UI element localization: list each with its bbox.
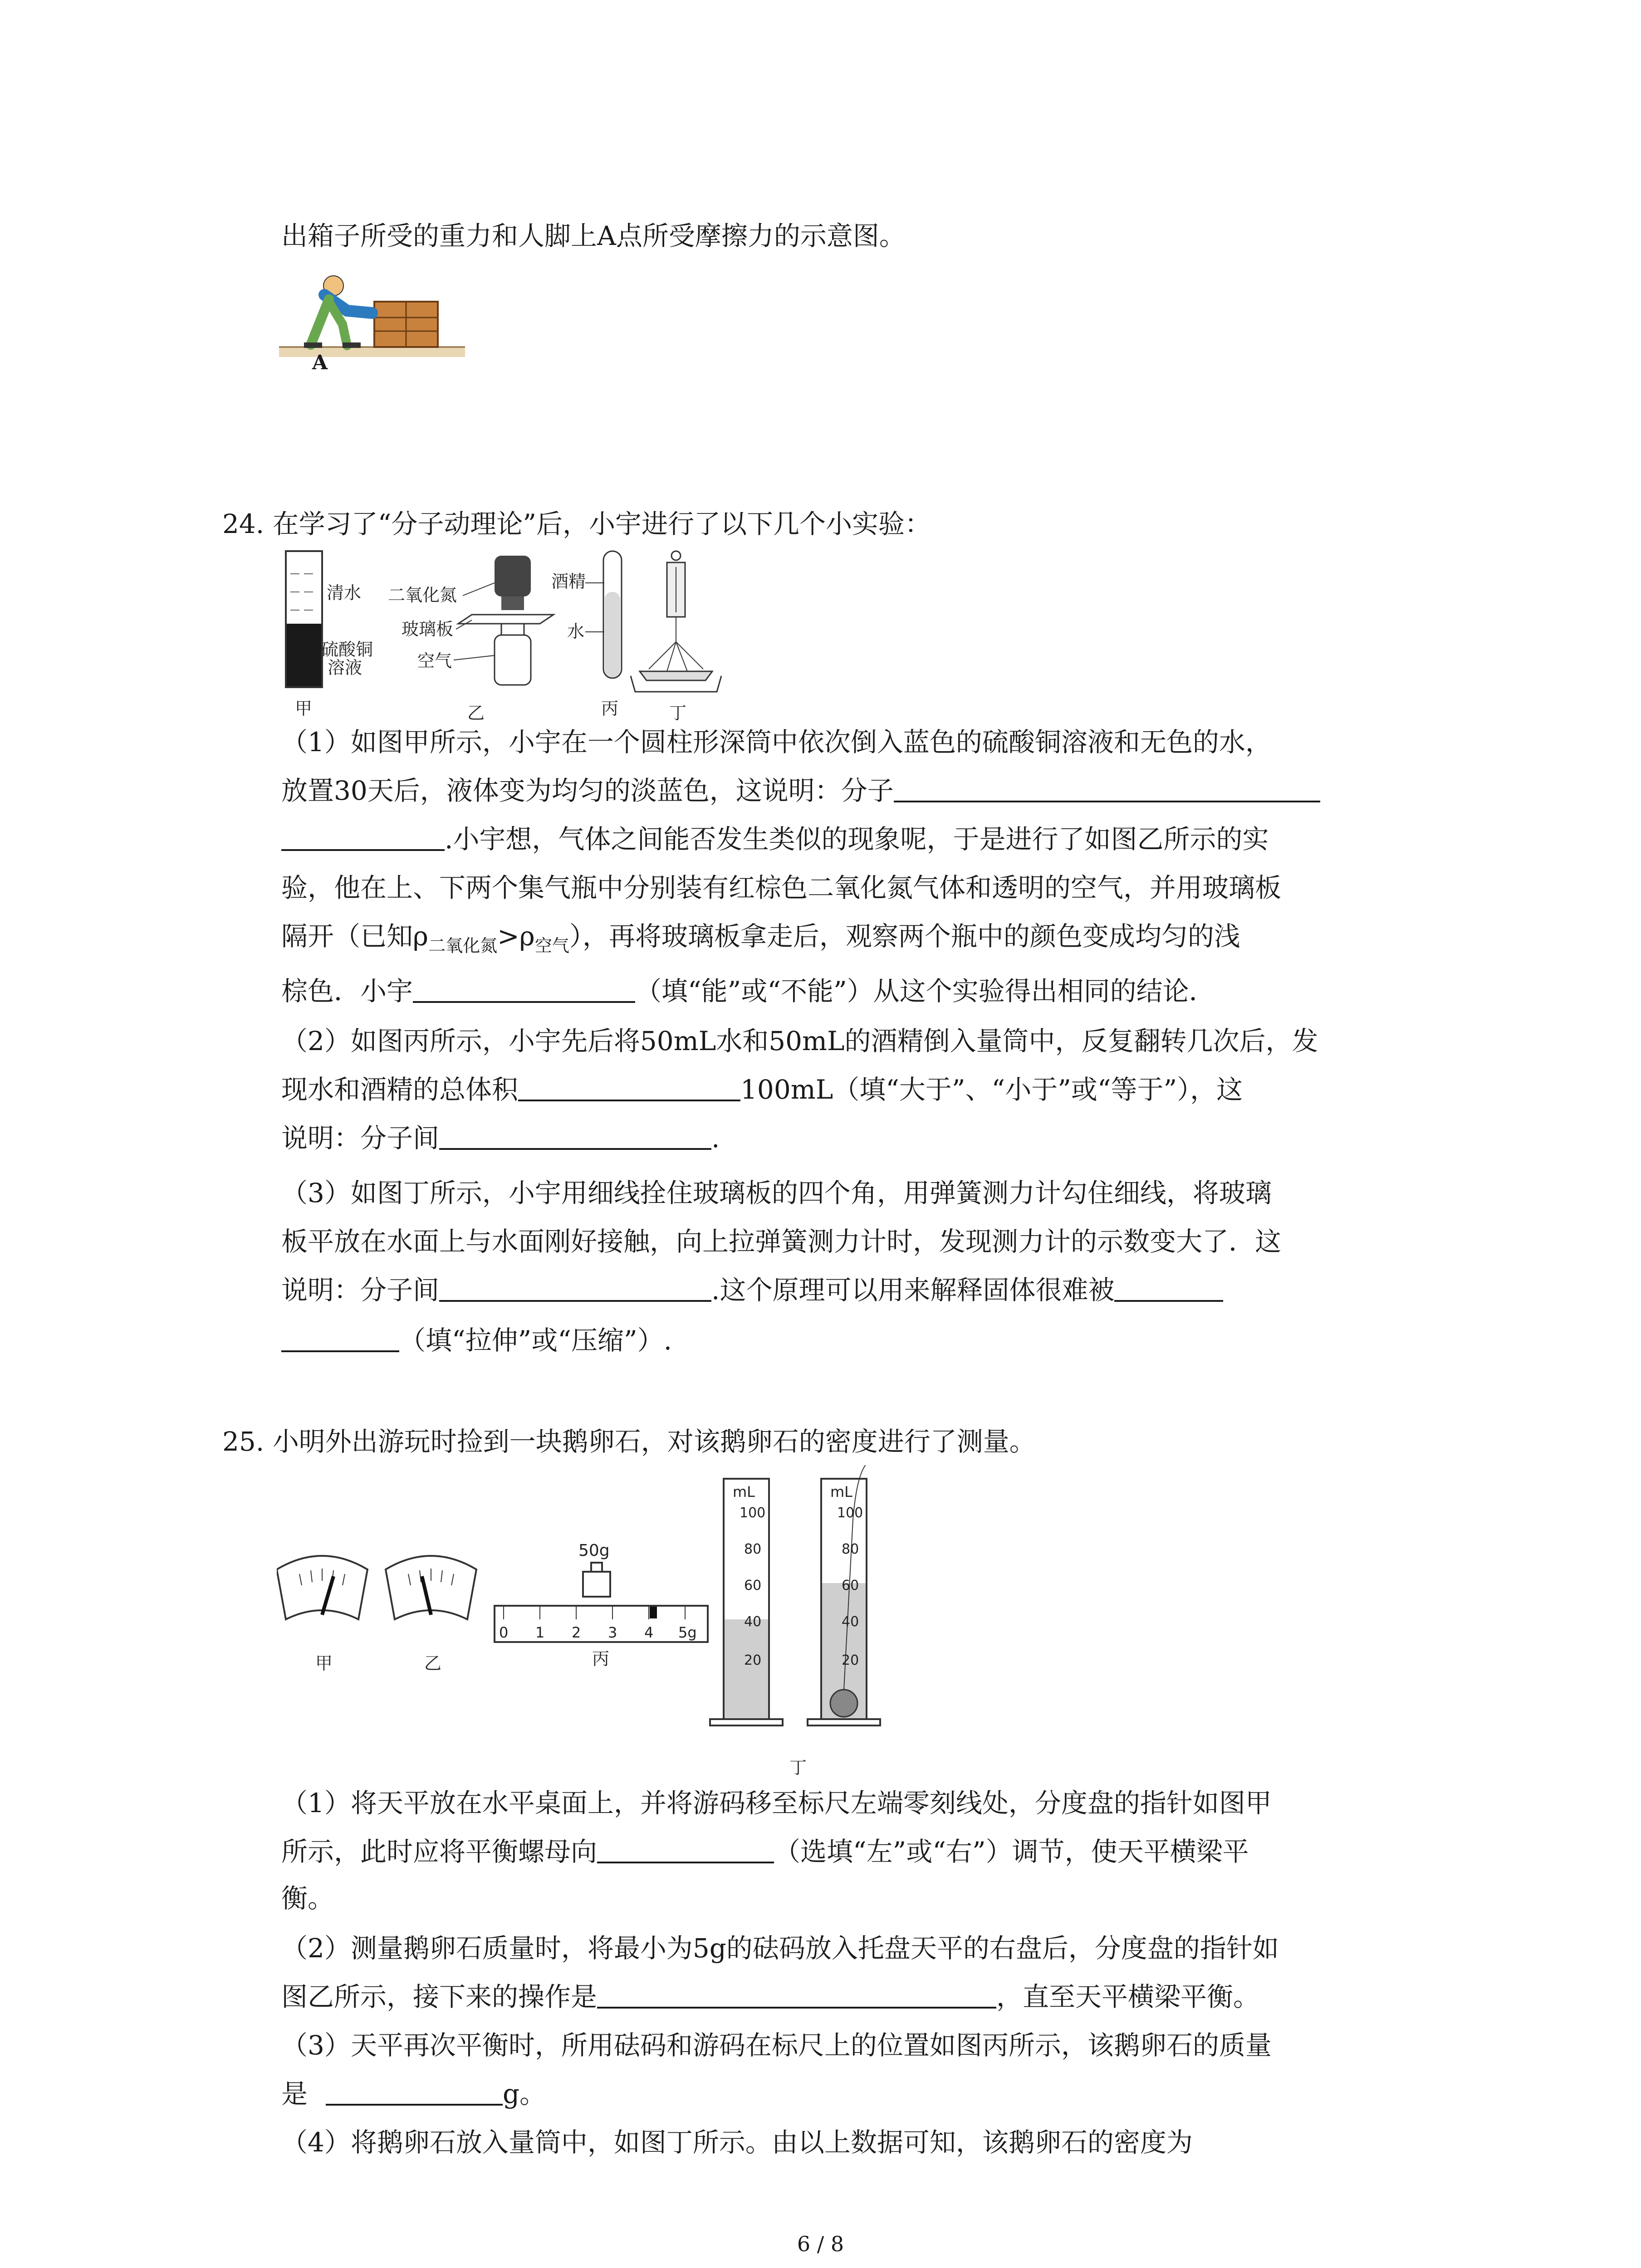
q25-p2-b-pre: 图乙所示，接下来的操作是 bbox=[281, 1981, 598, 2012]
answer-blank-7[interactable] bbox=[1114, 1273, 1223, 1302]
cyl2-tick-80: 80 bbox=[842, 1541, 859, 1557]
q24-p2-b bbox=[281, 1071, 1243, 1108]
cyl1-tick-40: 40 bbox=[744, 1614, 762, 1630]
page-number: 6 / 8 bbox=[797, 2232, 844, 2256]
label-no2: 二氧化氮 bbox=[388, 585, 457, 605]
q24-p3-c-pre: 说明：分子间 bbox=[281, 1275, 440, 1305]
q24-p1-e-pre: 隔开（已知ρ bbox=[281, 921, 429, 952]
label-glass: 玻璃板 bbox=[402, 619, 454, 639]
answer-blank-3[interactable] bbox=[413, 974, 635, 1003]
q24-p3-a: （3）如图丁所示，小宇用细线拴住玻璃板的四个角，用弹簧测力计勾住细线，将玻璃 bbox=[281, 1178, 1272, 1208]
q24-p1-e-sub1: 二氧化氮 bbox=[428, 936, 498, 956]
label-water: 清水 bbox=[327, 583, 362, 603]
answer-blank-8[interactable] bbox=[281, 1323, 399, 1352]
cyl2-tick-20: 20 bbox=[842, 1652, 859, 1668]
cyl1-ml: mL bbox=[733, 1483, 755, 1501]
q25-number: 25. bbox=[222, 1426, 265, 1457]
q24-p1-e-mid: >ρ bbox=[497, 921, 535, 952]
label-q25-ding: 丁 bbox=[789, 1758, 807, 1778]
fig-label-a: A bbox=[312, 351, 328, 374]
ruler-tick-4: 4 bbox=[644, 1624, 654, 1641]
answer-blank-9[interactable] bbox=[597, 1834, 774, 1863]
q24-p1-b-text: 放置30天后，液体变为均匀的淡蓝色，这说明：分子 bbox=[281, 775, 894, 806]
label-cuso4-2: 溶液 bbox=[328, 658, 362, 678]
q24-p1-c-text: .小宇想，气体之间能否发生类似的现象呢，于是进行了如图乙所示的实 bbox=[445, 824, 1269, 855]
ruler-tick-5g: 5g bbox=[678, 1624, 697, 1641]
ruler-tick-2: 2 bbox=[572, 1624, 581, 1641]
q24-p3-d-post: （填“拉伸”或“压缩”）. bbox=[399, 1325, 672, 1356]
cyl1-tick-60: 60 bbox=[744, 1578, 762, 1593]
q25-p3-b-post: g。 bbox=[503, 2078, 546, 2109]
q25-stem-text: 小明外出游玩时捡到一块鹅卵石，对该鹅卵石的密度进行了测量。 bbox=[272, 1426, 1036, 1457]
q24-p1-b bbox=[281, 772, 1320, 809]
q25-p2-b bbox=[281, 1979, 1259, 2015]
ruler-tick-3: 3 bbox=[608, 1624, 617, 1641]
q24-p1-e-post: ），再将玻璃板拿走后，观察两个瓶中的颜色变成均匀的浅 bbox=[569, 921, 1240, 952]
figure-push-box bbox=[279, 268, 470, 367]
q24-p2-c bbox=[281, 1120, 720, 1156]
answer-blank-1[interactable] bbox=[894, 773, 1320, 802]
q25-p1-b-post: （选填“左”或“右”）调节，使天平横梁平 bbox=[774, 1836, 1249, 1867]
q24-p1-d: 验，他在上、下两个集气瓶中分别装有红棕色二氧化氮气体和透明的空气，并用玻璃板 bbox=[281, 872, 1282, 903]
label-bing: 丙 bbox=[601, 699, 619, 719]
answer-blank-5[interactable] bbox=[439, 1121, 711, 1150]
q24-p1-f-post: （填“能”或“不能”）从这个实验得出相同的结论． bbox=[635, 976, 1215, 1007]
q24-p2-b-post: 100mL（填“大于”、“小于”或“等于”），这 bbox=[740, 1074, 1243, 1105]
q24-p2-c-pre: 说明：分子间 bbox=[281, 1123, 440, 1154]
label-ding: 丁 bbox=[669, 703, 687, 723]
label-water2: 水 bbox=[567, 621, 585, 641]
q25-p3-b bbox=[281, 2076, 546, 2112]
q25-stem bbox=[222, 1423, 1036, 1460]
cyl2-tick-40: 40 bbox=[842, 1614, 859, 1630]
q25-p4-a: （4）将鹅卵石放入量筒中，如图丁所示。由以上数据可知，该鹅卵石的密度为 bbox=[281, 2127, 1193, 2158]
q24-stem-text: 在学习了“分子动理论”后，小宇进行了以下几个小实验： bbox=[272, 508, 931, 539]
q24-p2-b-pre: 现水和酒精的总体积 bbox=[281, 1074, 519, 1105]
ruler-tick-0: 0 bbox=[499, 1624, 509, 1641]
q24-p1-e bbox=[281, 918, 1240, 964]
cyl2-tick-60: 60 bbox=[842, 1578, 859, 1593]
q24-p1-f bbox=[281, 973, 1215, 1009]
q24-p2-a: （2）如图丙所示，小宇先后将50mL水和50mL的酒精倒入量筒中，反复翻转几次后，发 bbox=[281, 1026, 1318, 1056]
q24-p1-e-sub2: 空气 bbox=[534, 936, 569, 956]
label-cuso4-1: 硫酸铜 bbox=[321, 640, 373, 660]
cyl1-tick-80: 80 bbox=[744, 1541, 762, 1557]
q24-p3-d bbox=[281, 1322, 672, 1359]
cyl2-tick-100: 100 bbox=[837, 1505, 863, 1521]
q24-stem bbox=[222, 506, 931, 542]
q24-p3-c-post: .这个原理可以用来解释固体很难被 bbox=[711, 1275, 1115, 1305]
q25-p2-b-post: ，直至天平横梁平衡。 bbox=[996, 1981, 1260, 2012]
answer-blank-6[interactable] bbox=[439, 1273, 711, 1302]
q24-p1-c bbox=[281, 821, 1269, 857]
label-jia: 甲 bbox=[295, 699, 313, 719]
label-q25-jia: 甲 bbox=[315, 1653, 333, 1673]
q24-p3-b: 板平放在水面上与水面刚好接触，向上拉弹簧测力计时，发现测力计的示数变大了．这 bbox=[281, 1226, 1282, 1257]
cyl1-tick-20: 20 bbox=[744, 1652, 762, 1668]
answer-blank-11[interactable] bbox=[326, 2077, 503, 2106]
q25-p1-c: 衡。 bbox=[281, 1883, 334, 1914]
q24-p1-a: （1）如图甲所示，小宇在一个圆柱形深筒中依次倒入蓝色的硫酸铜溶液和无色的水， bbox=[281, 727, 1272, 758]
q24-p3-c bbox=[281, 1272, 1223, 1308]
label-air: 空气 bbox=[417, 651, 452, 671]
intro-line: 出箱子所受的重力和人脚上A点所受摩擦力的示意图。 bbox=[281, 220, 906, 251]
label-weight: 50g bbox=[578, 1541, 610, 1560]
answer-blank-2[interactable] bbox=[281, 822, 445, 851]
label-q25-yi: 乙 bbox=[424, 1653, 442, 1673]
label-q25-bing: 丙 bbox=[592, 1649, 610, 1669]
ruler-tick-1: 1 bbox=[535, 1624, 545, 1641]
q25-p1-a: （1）将天平放在水平桌面上，并将游码移至标尺左端零刻线处，分度盘的指针如图甲 bbox=[281, 1788, 1272, 1818]
figure-q24-experiments bbox=[277, 547, 730, 723]
q24-p1-f-pre: 棕色．小宇 bbox=[281, 976, 413, 1007]
q25-p3-a: （3）天平再次平衡时，所用砝码和游码在标尺上的位置如图丙所示，该鹅卵石的质量 bbox=[281, 2030, 1272, 2061]
cyl1-tick-100: 100 bbox=[740, 1505, 766, 1521]
q25-p1-b-pre: 所示，此时应将平衡螺母向 bbox=[281, 1836, 598, 1867]
q24-p2-c-post: . bbox=[711, 1123, 720, 1154]
answer-blank-10[interactable] bbox=[597, 1980, 996, 2009]
q25-p2-a: （2）测量鹅卵石质量时，将最小为5g的砝码放入托盘天平的右盘后，分度盘的指针如 bbox=[281, 1933, 1279, 1964]
label-alcohol: 酒精 bbox=[551, 572, 586, 591]
answer-blank-4[interactable] bbox=[518, 1072, 740, 1101]
figure-q25-balance-cylinders bbox=[277, 1465, 889, 1792]
q24-number: 24. bbox=[222, 508, 265, 539]
q25-p1-b bbox=[281, 1833, 1249, 1870]
cyl2-ml: mL bbox=[830, 1483, 852, 1501]
q25-p3-b-pre: 是 bbox=[281, 2078, 308, 2109]
label-yi: 乙 bbox=[467, 703, 485, 723]
